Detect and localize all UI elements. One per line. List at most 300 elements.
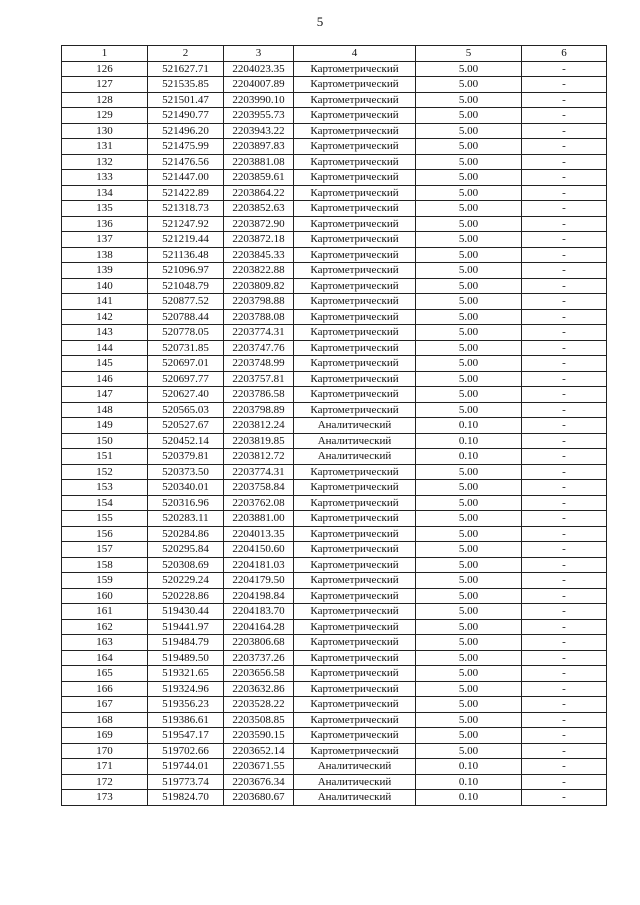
table-cell: Картометрический <box>294 201 416 217</box>
table-cell: Аналитический <box>294 774 416 790</box>
table-cell: Картометрический <box>294 309 416 325</box>
table-cell: Картометрический <box>294 728 416 744</box>
table-cell: 135 <box>62 201 148 217</box>
table-cell: - <box>522 418 607 434</box>
table-cell: - <box>522 371 607 387</box>
table-row <box>62 712 607 728</box>
table-row <box>62 325 607 341</box>
table-cell: - <box>522 61 607 77</box>
table-cell: 2203737.26 <box>224 650 294 666</box>
table-cell: 140 <box>62 278 148 294</box>
table-cell: - <box>522 728 607 744</box>
table-cell: 0.10 <box>416 790 522 806</box>
table-cell: - <box>522 480 607 496</box>
table-cell: 521490.77 <box>148 108 224 124</box>
table-cell: 126 <box>62 61 148 77</box>
table-cell: 5.00 <box>416 402 522 418</box>
table-cell: Картометрический <box>294 573 416 589</box>
table-cell: 521476.56 <box>148 154 224 170</box>
table-cell: Аналитический <box>294 759 416 775</box>
table-cell: 519430.44 <box>148 604 224 620</box>
table-cell: - <box>522 666 607 682</box>
table-cell: 2203774.31 <box>224 325 294 341</box>
table-cell: - <box>522 309 607 325</box>
table-cell: - <box>522 697 607 713</box>
table-cell: 2203812.24 <box>224 418 294 434</box>
table-cell: 2203680.67 <box>224 790 294 806</box>
table-cell: - <box>522 185 607 201</box>
table-cell: 5.00 <box>416 108 522 124</box>
table-cell: 5.00 <box>416 619 522 635</box>
table-cell: 519484.79 <box>148 635 224 651</box>
table-cell: Картометрический <box>294 108 416 124</box>
table-cell: 5.00 <box>416 294 522 310</box>
table-cell: - <box>522 650 607 666</box>
table-cell: 2203943.22 <box>224 123 294 139</box>
table-cell: 5.00 <box>416 495 522 511</box>
table-cell: Картометрический <box>294 697 416 713</box>
table-row <box>62 154 607 170</box>
table-cell: 5.00 <box>416 139 522 155</box>
table-cell: 5.00 <box>416 387 522 403</box>
table-cell: 520295.84 <box>148 542 224 558</box>
table-cell: - <box>522 495 607 511</box>
table-cell: 158 <box>62 557 148 573</box>
table-cell: 143 <box>62 325 148 341</box>
table-cell: 5.00 <box>416 588 522 604</box>
table-row <box>62 247 607 263</box>
table-cell: 521318.73 <box>148 201 224 217</box>
table-cell: 2204023.35 <box>224 61 294 77</box>
table-cell: 520627.40 <box>148 387 224 403</box>
table-row <box>62 278 607 294</box>
table-row <box>62 309 607 325</box>
table-cell: 5.00 <box>416 743 522 759</box>
table-cell: - <box>522 387 607 403</box>
table-cell: 156 <box>62 526 148 542</box>
table-row <box>62 511 607 527</box>
table-cell: 2203508.85 <box>224 712 294 728</box>
table-cell: Аналитический <box>294 790 416 806</box>
table-cell: 2203872.90 <box>224 216 294 232</box>
table-cell: 2204013.35 <box>224 526 294 542</box>
table-cell: 0.10 <box>416 774 522 790</box>
table-cell: 5.00 <box>416 604 522 620</box>
table-row <box>62 635 607 651</box>
table-cell: Картометрический <box>294 123 416 139</box>
table-cell: - <box>522 449 607 465</box>
table-cell: 5.00 <box>416 557 522 573</box>
table-cell: 5.00 <box>416 511 522 527</box>
table-row <box>62 697 607 713</box>
table-cell: 173 <box>62 790 148 806</box>
table-cell: 5.00 <box>416 185 522 201</box>
table-cell: 2203881.08 <box>224 154 294 170</box>
table-cell: 0.10 <box>416 449 522 465</box>
table-row <box>62 263 607 279</box>
table-row <box>62 123 607 139</box>
table-cell: 0.10 <box>416 418 522 434</box>
table-row <box>62 542 607 558</box>
table-cell: 2204198.84 <box>224 588 294 604</box>
table-cell: 2203671.55 <box>224 759 294 775</box>
table-cell: 5.00 <box>416 573 522 589</box>
table-cell: 519702.66 <box>148 743 224 759</box>
table-cell: 166 <box>62 681 148 697</box>
table-cell: 521627.71 <box>148 61 224 77</box>
table-cell: 5.00 <box>416 666 522 682</box>
table-cell: 2204183.70 <box>224 604 294 620</box>
table-row <box>62 402 607 418</box>
table-cell: - <box>522 325 607 341</box>
table-row <box>62 666 607 682</box>
table-cell: - <box>522 139 607 155</box>
table-cell: 165 <box>62 666 148 682</box>
table-cell: Картометрический <box>294 185 416 201</box>
table-cell: 163 <box>62 635 148 651</box>
table-cell: 2203809.82 <box>224 278 294 294</box>
table-cell: 5.00 <box>416 371 522 387</box>
table-cell: Картометрический <box>294 712 416 728</box>
table-row <box>62 170 607 186</box>
table-cell: Картометрический <box>294 232 416 248</box>
table-cell: 521535.85 <box>148 77 224 93</box>
table-cell: 151 <box>62 449 148 465</box>
table-cell: 5.00 <box>416 635 522 651</box>
table-cell: 519324.96 <box>148 681 224 697</box>
table-row <box>62 759 607 775</box>
table-cell: 2203872.18 <box>224 232 294 248</box>
table-cell: 2204164.28 <box>224 619 294 635</box>
table-cell: Картометрический <box>294 666 416 682</box>
table-cell: 2203812.72 <box>224 449 294 465</box>
table-cell: - <box>522 123 607 139</box>
header-cell: 5 <box>416 46 522 62</box>
table-cell: - <box>522 294 607 310</box>
table-cell: Картометрический <box>294 263 416 279</box>
table-row <box>62 433 607 449</box>
table-cell: 521096.97 <box>148 263 224 279</box>
header-cell: 1 <box>62 46 148 62</box>
table-cell: 520308.69 <box>148 557 224 573</box>
table-cell: 2203798.88 <box>224 294 294 310</box>
table-cell: 138 <box>62 247 148 263</box>
table-cell: 519773.74 <box>148 774 224 790</box>
table-cell: Картометрический <box>294 619 416 635</box>
table-cell: 5.00 <box>416 154 522 170</box>
table-cell: Картометрический <box>294 77 416 93</box>
table-cell: - <box>522 681 607 697</box>
table-cell: 2203897.83 <box>224 139 294 155</box>
table-cell: 2203881.00 <box>224 511 294 527</box>
table-row <box>62 185 607 201</box>
table-cell: - <box>522 557 607 573</box>
table-cell: 2203864.22 <box>224 185 294 201</box>
table-cell: 2203652.14 <box>224 743 294 759</box>
table-cell: 137 <box>62 232 148 248</box>
table-cell: - <box>522 216 607 232</box>
table-cell: - <box>522 464 607 480</box>
table-row <box>62 356 607 372</box>
table-cell: 520778.05 <box>148 325 224 341</box>
table-cell: 519321.65 <box>148 666 224 682</box>
table-cell: 5.00 <box>416 356 522 372</box>
table-cell: Картометрический <box>294 247 416 263</box>
table-cell: 141 <box>62 294 148 310</box>
table-row <box>62 340 607 356</box>
table-row <box>62 790 607 806</box>
table-cell: - <box>522 232 607 248</box>
table-cell: 5.00 <box>416 61 522 77</box>
table-cell: 2204150.60 <box>224 542 294 558</box>
table-cell: Картометрический <box>294 743 416 759</box>
table-cell: 5.00 <box>416 278 522 294</box>
table-row <box>62 108 607 124</box>
table-cell: 521136.48 <box>148 247 224 263</box>
table-cell: 2203845.33 <box>224 247 294 263</box>
table-cell: 5.00 <box>416 201 522 217</box>
table-cell: 2204179.50 <box>224 573 294 589</box>
table-cell: 5.00 <box>416 542 522 558</box>
table-cell: 2203819.85 <box>224 433 294 449</box>
table-cell: 2203632.86 <box>224 681 294 697</box>
table-cell: 5.00 <box>416 123 522 139</box>
table-cell: 521219.44 <box>148 232 224 248</box>
table-cell: - <box>522 635 607 651</box>
table-cell: Картометрический <box>294 278 416 294</box>
table-cell: 168 <box>62 712 148 728</box>
header-row <box>62 46 607 62</box>
table-cell: 132 <box>62 154 148 170</box>
table-cell: 520284.86 <box>148 526 224 542</box>
table-cell: 2203758.84 <box>224 480 294 496</box>
table-cell: 2203786.58 <box>224 387 294 403</box>
table-cell: 5.00 <box>416 712 522 728</box>
table-row <box>62 216 607 232</box>
table-cell: 167 <box>62 697 148 713</box>
table-cell: Картометрический <box>294 356 416 372</box>
table-row <box>62 294 607 310</box>
table-row <box>62 650 607 666</box>
table-cell: 2203528.22 <box>224 697 294 713</box>
table-cell: 130 <box>62 123 148 139</box>
table-cell: Картометрический <box>294 495 416 511</box>
table-cell: 2203822.88 <box>224 263 294 279</box>
table-cell: 169 <box>62 728 148 744</box>
table-cell: - <box>522 247 607 263</box>
table-cell: Картометрический <box>294 340 416 356</box>
table-cell: Аналитический <box>294 418 416 434</box>
table-cell: 519744.01 <box>148 759 224 775</box>
table-cell: 144 <box>62 340 148 356</box>
table-row <box>62 92 607 108</box>
table-cell: 153 <box>62 480 148 496</box>
table-row <box>62 480 607 496</box>
table-row <box>62 588 607 604</box>
table-cell: Аналитический <box>294 433 416 449</box>
table-cell: - <box>522 774 607 790</box>
table-row <box>62 728 607 744</box>
table-cell: 142 <box>62 309 148 325</box>
table-cell: 129 <box>62 108 148 124</box>
table-row <box>62 604 607 620</box>
table-cell: 519547.17 <box>148 728 224 744</box>
table-cell: 5.00 <box>416 263 522 279</box>
table-cell: 520565.03 <box>148 402 224 418</box>
table-cell: 5.00 <box>416 340 522 356</box>
table-cell: - <box>522 573 607 589</box>
table-cell: - <box>522 356 607 372</box>
table-cell: 520283.11 <box>148 511 224 527</box>
table-cell: Картометрический <box>294 480 416 496</box>
table-cell: 521048.79 <box>148 278 224 294</box>
table-cell: 171 <box>62 759 148 775</box>
table-cell: 5.00 <box>416 170 522 186</box>
table-row <box>62 139 607 155</box>
table-cell: 149 <box>62 418 148 434</box>
table-cell: 2203590.15 <box>224 728 294 744</box>
table-cell: 170 <box>62 743 148 759</box>
table-cell: 520228.86 <box>148 588 224 604</box>
table-cell: 2203852.63 <box>224 201 294 217</box>
table-cell: Картометрический <box>294 557 416 573</box>
table-cell: - <box>522 588 607 604</box>
table-cell: 520340.01 <box>148 480 224 496</box>
header-cell: 6 <box>522 46 607 62</box>
table-cell: Картометрический <box>294 464 416 480</box>
table-cell: 157 <box>62 542 148 558</box>
table-cell: 147 <box>62 387 148 403</box>
table-cell: Картометрический <box>294 139 416 155</box>
table-cell: 5.00 <box>416 92 522 108</box>
table-cell: 520877.52 <box>148 294 224 310</box>
table-cell: 2203955.73 <box>224 108 294 124</box>
table-cell: 520788.44 <box>148 309 224 325</box>
table-cell: 162 <box>62 619 148 635</box>
header-cell: 3 <box>224 46 294 62</box>
table-row <box>62 464 607 480</box>
table-row <box>62 526 607 542</box>
table-cell: Картометрический <box>294 154 416 170</box>
table-cell: 150 <box>62 433 148 449</box>
table-cell: 127 <box>62 77 148 93</box>
page-number: 5 <box>316 14 324 29</box>
table-cell: Картометрический <box>294 511 416 527</box>
table-cell: Картометрический <box>294 635 416 651</box>
table-cell: 136 <box>62 216 148 232</box>
table-cell: 5.00 <box>416 216 522 232</box>
table-cell: Картометрический <box>294 402 416 418</box>
table-cell: 5.00 <box>416 309 522 325</box>
header-cell: 2 <box>148 46 224 62</box>
table-cell: 2203798.89 <box>224 402 294 418</box>
table-cell: 521447.00 <box>148 170 224 186</box>
table-cell: Картометрический <box>294 650 416 666</box>
table-cell: 5.00 <box>416 247 522 263</box>
table-cell: 5.00 <box>416 526 522 542</box>
table-cell: 2203762.08 <box>224 495 294 511</box>
table-cell: - <box>522 340 607 356</box>
table-row <box>62 681 607 697</box>
table-cell: 521496.20 <box>148 123 224 139</box>
table-cell: 152 <box>62 464 148 480</box>
table-cell: - <box>522 154 607 170</box>
table-cell: 520731.85 <box>148 340 224 356</box>
table-row <box>62 77 607 93</box>
table-row <box>62 573 607 589</box>
table-cell: - <box>522 278 607 294</box>
table-cell: 519356.23 <box>148 697 224 713</box>
table-cell: Картометрический <box>294 604 416 620</box>
table-row <box>62 449 607 465</box>
table-cell: 520452.14 <box>148 433 224 449</box>
table-cell: Картометрический <box>294 371 416 387</box>
table-cell: 2203747.76 <box>224 340 294 356</box>
table-cell: 2203990.10 <box>224 92 294 108</box>
table-cell: - <box>522 790 607 806</box>
table-cell: Картометрический <box>294 588 416 604</box>
table-cell: - <box>522 108 607 124</box>
table-cell: - <box>522 92 607 108</box>
table-body <box>62 61 607 805</box>
table-cell: 0.10 <box>416 433 522 449</box>
table-row <box>62 232 607 248</box>
table-cell: 2203676.34 <box>224 774 294 790</box>
table-cell: 172 <box>62 774 148 790</box>
table-cell: 164 <box>62 650 148 666</box>
table-row <box>62 619 607 635</box>
table-cell: 520697.77 <box>148 371 224 387</box>
table-cell: 2203774.31 <box>224 464 294 480</box>
table-cell: - <box>522 263 607 279</box>
table-cell: - <box>522 712 607 728</box>
table-cell: - <box>522 170 607 186</box>
table-cell: Картометрический <box>294 61 416 77</box>
table-cell: 521422.89 <box>148 185 224 201</box>
table-cell: 145 <box>62 356 148 372</box>
table-cell: - <box>522 511 607 527</box>
table-cell: 5.00 <box>416 681 522 697</box>
table-cell: 134 <box>62 185 148 201</box>
table-row <box>62 387 607 403</box>
table-cell: 148 <box>62 402 148 418</box>
table-cell: 2204007.89 <box>224 77 294 93</box>
table-cell: 521475.99 <box>148 139 224 155</box>
table-cell: 5.00 <box>416 464 522 480</box>
table-cell: 520697.01 <box>148 356 224 372</box>
table-cell: Картометрический <box>294 681 416 697</box>
table-cell: Картометрический <box>294 542 416 558</box>
table-cell: 521501.47 <box>148 92 224 108</box>
table-cell: 139 <box>62 263 148 279</box>
header-cell: 4 <box>294 46 416 62</box>
table-cell: Картометрический <box>294 92 416 108</box>
table-cell: 2203859.61 <box>224 170 294 186</box>
table-cell: 0.10 <box>416 759 522 775</box>
table-row <box>62 495 607 511</box>
table-cell: 160 <box>62 588 148 604</box>
table-cell: 520229.24 <box>148 573 224 589</box>
table-cell: 520527.67 <box>148 418 224 434</box>
table-cell: 155 <box>62 511 148 527</box>
table-cell: 5.00 <box>416 697 522 713</box>
table-cell: 5.00 <box>416 650 522 666</box>
table-cell: Картометрический <box>294 170 416 186</box>
table-cell: - <box>522 402 607 418</box>
coordinates-table <box>61 45 607 806</box>
table-cell: - <box>522 759 607 775</box>
table-cell: 146 <box>62 371 148 387</box>
